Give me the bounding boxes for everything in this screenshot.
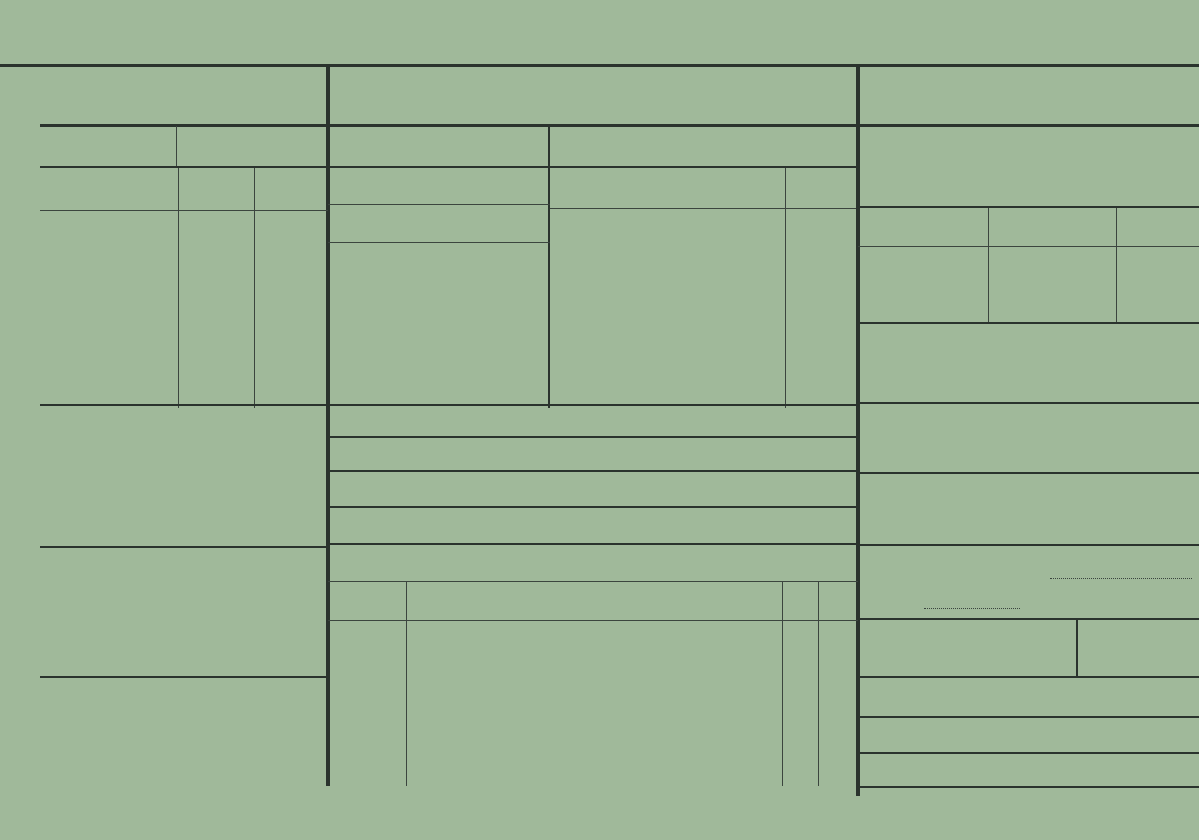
f21-div-2 [1116, 208, 1117, 322]
row-line-7 [40, 404, 328, 406]
f19-div-date [406, 582, 407, 786]
f11-line [328, 204, 550, 205]
mid-divider [548, 126, 550, 408]
divider-left [326, 66, 330, 786]
row-line-21 [858, 322, 1199, 324]
header-divider [0, 64, 1199, 67]
row-line-14 [328, 404, 858, 406]
row-line-15 [328, 436, 858, 438]
f25-rok-dots [924, 608, 1020, 609]
f19-head-top [328, 581, 858, 582]
f7-col-div-1 [178, 168, 179, 408]
f3-f4-divider [176, 126, 177, 166]
row-line-1 [40, 124, 858, 127]
row-line-24 [858, 544, 1199, 546]
f7-col-div-2 [254, 168, 255, 408]
f7-head-line [40, 210, 328, 211]
row-line-26 [858, 676, 1199, 678]
divider-right [856, 66, 860, 796]
row-line-20 [858, 206, 1199, 208]
row-line-9 [40, 676, 328, 678]
row-line-17 [328, 506, 858, 508]
f21-div-1 [988, 208, 989, 322]
row-line-3 [40, 166, 328, 168]
f19-div-z [782, 582, 783, 786]
row-line-1b [858, 124, 1199, 127]
f25-nr-dots [1050, 578, 1192, 579]
row-line-25 [858, 618, 1199, 620]
row-line-22 [858, 402, 1199, 404]
f19-div-o [818, 582, 819, 786]
row-line-8 [40, 546, 328, 548]
row-line-23 [858, 472, 1199, 474]
f26-f27-divider [1076, 620, 1078, 676]
f19-head-bottom [328, 620, 858, 621]
row-line-5 [328, 166, 858, 168]
f14-col-div [785, 168, 786, 408]
row-line-16 [328, 470, 858, 472]
row-line-18 [328, 543, 858, 545]
f12-line [328, 242, 550, 243]
row-line-30 [858, 786, 1199, 788]
row-line-29 [858, 752, 1199, 754]
f21-head-line [858, 246, 1199, 247]
row-line-28 [858, 716, 1199, 718]
f14-head-line [550, 208, 856, 209]
